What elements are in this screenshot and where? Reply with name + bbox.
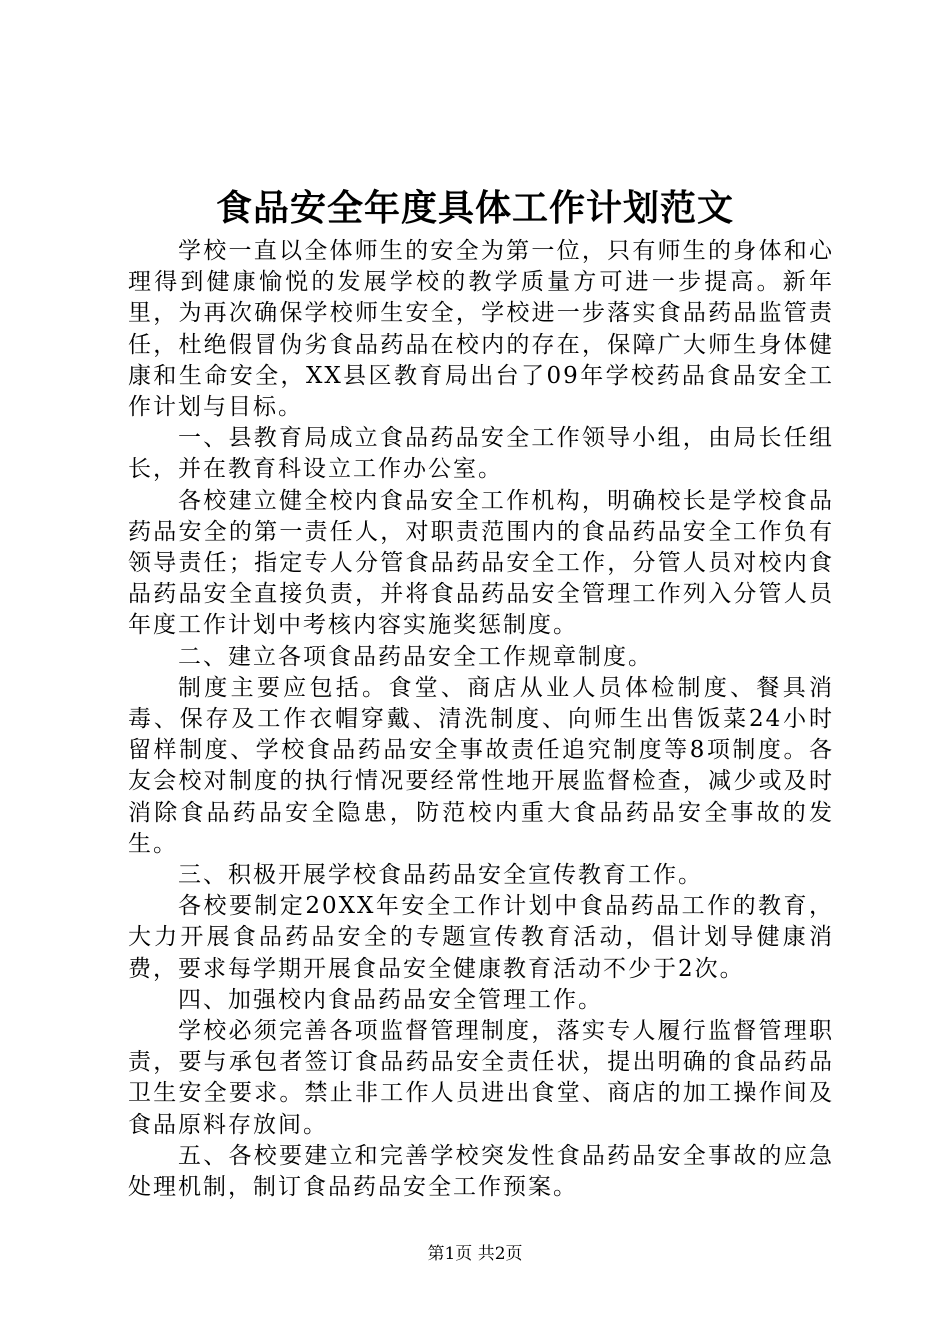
section-heading: 三、积极开展学校食品药品安全宣传教育工作。: [178, 862, 703, 889]
page-number-footer: 第1页 共2页: [427, 1244, 523, 1264]
paragraph: 制度主要应包括。食堂、商店从业人员体检制度、餐具消毒、保存及工作衣帽穿戴、清洗制度、向师生出售饭菜24小时留样制度、学校食品药品安全事故责任追究制度等8项制度。各友会校对制度的执行情况要经常性地开展监督检查，减少或及时消除食品药品安全隐患，防范校内重大食品药品安全事故的发生。: [128, 674, 834, 857]
section-heading: 一、县教育局成立食品药品安全工作领导小组，由局长任组长，并在教育科设立工作办公室。: [128, 425, 834, 483]
paragraph: 各校建立健全校内食品安全工作机构，明确校长是学校食品药品安全的第一责任人，对职责范围内的食品药品安全工作负有领导责任；指定专人分管食品药品安全工作，分管人员对校内食品药品安全直接负责，并将食品药品安全管理工作列入分管人员年度工作计划中考核内容实施奖惩制度。: [128, 487, 834, 639]
paragraph: 各校要制定20XX年安全工作计划中食品药品工作的教育，大力开展食品药品安全的专题宣传教育活动，倡计划导健康消费，要求每学期开展食品安全健康教育活动不少于2次。: [128, 893, 834, 982]
section-heading: 四、加强校内食品药品安全管理工作。: [178, 986, 603, 1013]
section-heading: 五、各校要建立和完善学校突发性食品药品安全事故的应急处理机制，制订食品药品安全工作预案。: [128, 1142, 834, 1201]
paragraph: 学校必须完善各项监督管理制度，落实专人履行监督管理职责，要与承包者签订食品药品安全责任状，提出明确的食品药品卫生安全要求。禁止非工作人员进出食堂、商店的加工操作间及食品原料存放间。: [128, 1018, 834, 1138]
paragraph: 学校一直以全体师生的安全为第一位，只有师生的身体和心理得到健康愉悦的发展学校的教学质量方可进一步提高。新年里，为再次确保学校师生安全，学校进一步落实食品药品监管责任，杜绝假冒伪劣食品药品在校内的存在，保障广大师生身体健康和生命安全，XX县区教育局出台了09年学校药品食品安全工作计划与目标。: [128, 238, 834, 421]
section-heading: 二、建立各项食品药品安全工作规章制度。: [178, 643, 653, 670]
document-body: [128, 236, 834, 1203]
document-title: 食品安全年度具体工作计划范文: [215, 187, 734, 229]
